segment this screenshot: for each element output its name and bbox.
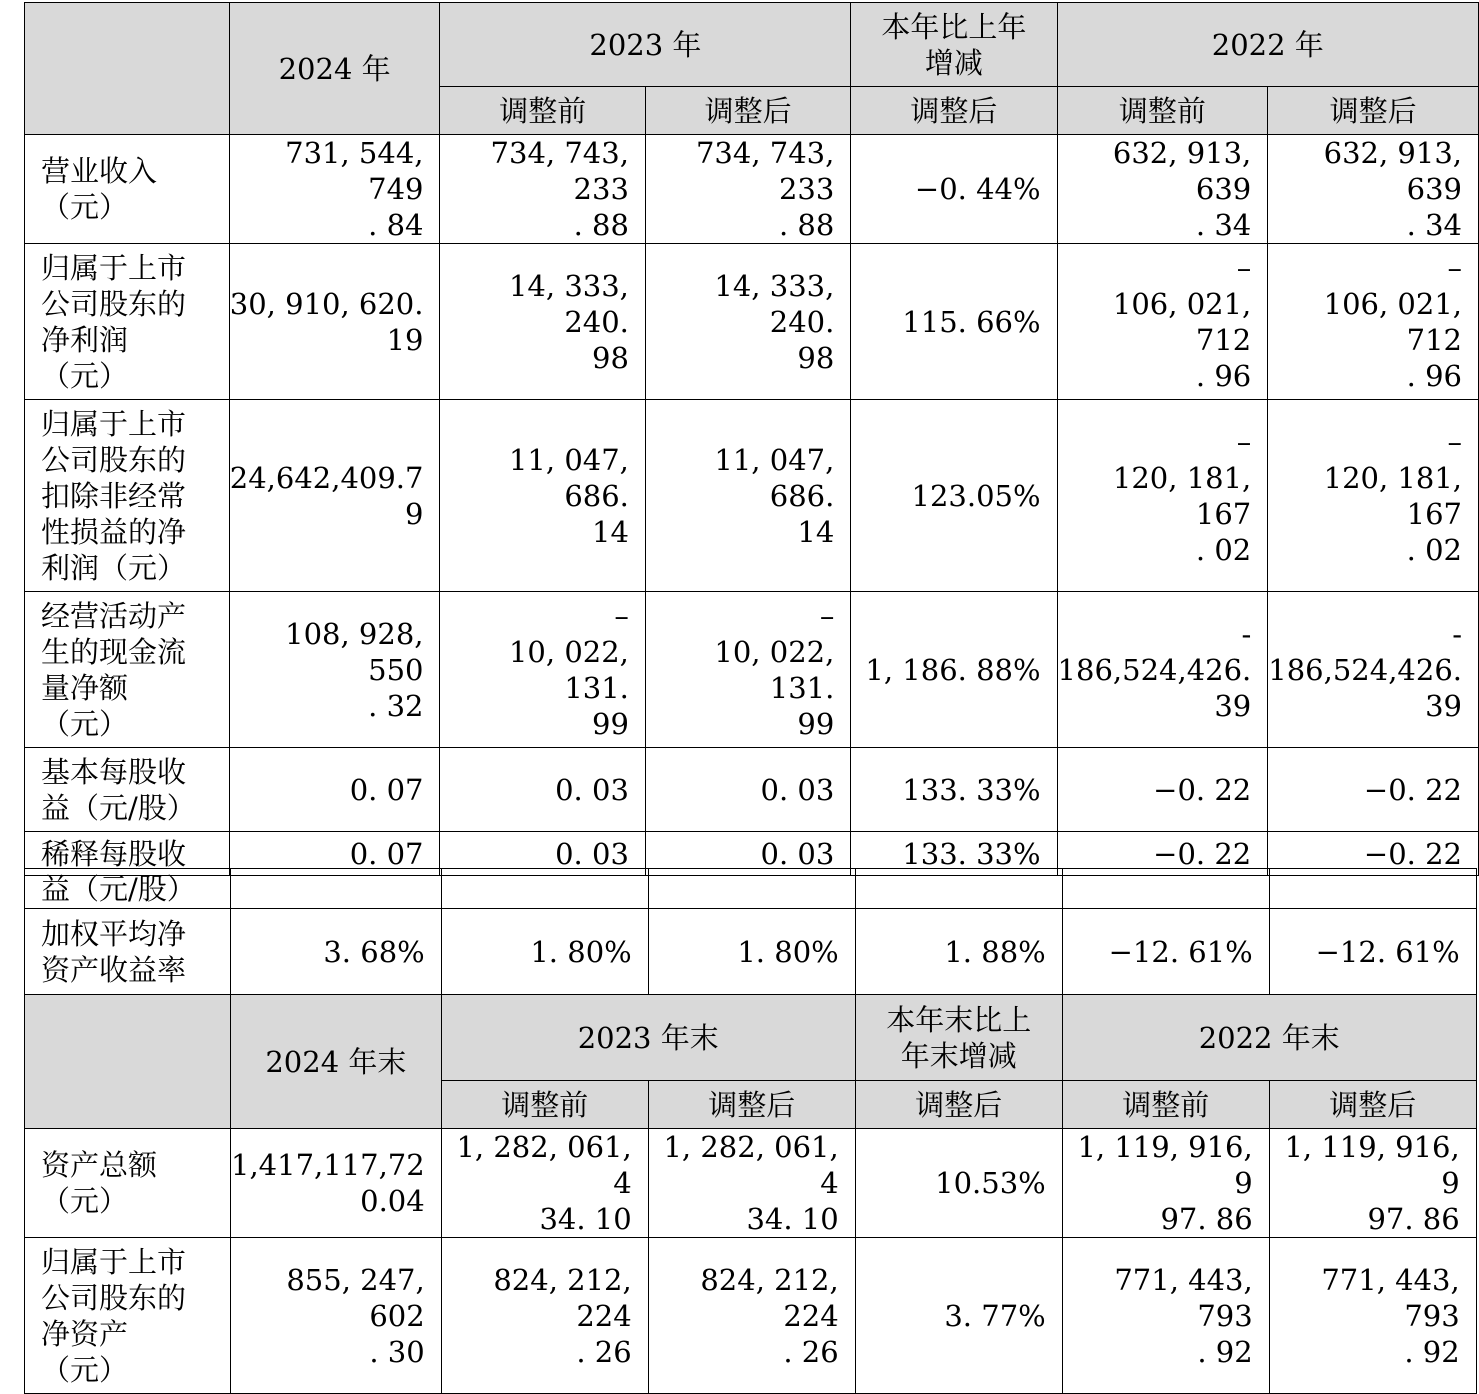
header-2022-before: 调整前 <box>1057 87 1268 135</box>
header-2022-end: 2022 年末 <box>1062 995 1476 1081</box>
header-2023-before: 调整前 <box>441 1081 648 1129</box>
cell-2022-after: −0. 22 <box>1268 748 1479 832</box>
cell-2022-before: 632, 913, 639 . 34 <box>1057 135 1268 244</box>
table-row-net-assets <box>25 1238 1477 1394</box>
cell-2024: 1,417,117,72 0.04 <box>231 1129 442 1238</box>
cell-2023-before: – 10, 022, 131. 99 <box>440 592 645 748</box>
cell-2024: 0. 07 <box>229 832 440 876</box>
header-2023-after: 调整后 <box>648 1081 855 1129</box>
header-2023-before: 调整前 <box>440 87 645 135</box>
header-2023-end: 2023 年末 <box>441 995 855 1081</box>
header-2023-after: 调整后 <box>645 87 850 135</box>
cell-change <box>855 869 1062 909</box>
cell-2024: 108, 928, 550 . 32 <box>229 592 440 748</box>
financial-table-part1 <box>24 2 1479 876</box>
cell-2022-before: −0. 22 <box>1057 832 1268 876</box>
cell-2023-after: 11, 047, 686. 14 <box>645 400 850 592</box>
row-label: 归属于上市 公司股东的 净资产 （元） <box>25 1238 231 1394</box>
cell-2023-after: 1, 282, 061, 4 34. 10 <box>648 1129 855 1238</box>
cell-2023-before: 1. 80% <box>441 909 648 995</box>
cell-2022-before: −0. 22 <box>1057 748 1268 832</box>
cell-2022-after: – 106, 021, 712 . 96 <box>1268 244 1479 400</box>
cell-2022-after: −12. 61% <box>1269 909 1476 995</box>
cell-2022-after: −0. 22 <box>1268 832 1479 876</box>
cell-2022-before: 771, 443, 793 . 92 <box>1062 1238 1269 1394</box>
cell-2023-after: 14, 333, 240. 98 <box>645 244 850 400</box>
cell-2023-before: 824, 212, 224 . 26 <box>441 1238 648 1394</box>
cell-change: 3. 77% <box>855 1238 1062 1394</box>
header-blank-cell <box>25 3 230 135</box>
header-2022: 2022 年 <box>1057 3 1478 87</box>
header-2022-after: 调整后 <box>1269 1081 1476 1129</box>
cell-change: 123.05% <box>851 400 1057 592</box>
cell-2022-before: - 186,524,426. 39 <box>1057 592 1268 748</box>
header-2024-end: 2024 年末 <box>231 995 442 1129</box>
table-row-net-profit <box>25 244 1479 400</box>
cell-2024: 855, 247, 602 . 30 <box>231 1238 442 1394</box>
cell-2023-after: 1. 80% <box>648 909 855 995</box>
cell-2022-before <box>1062 869 1269 909</box>
cell-2022-after: - 186,524,426. 39 <box>1268 592 1479 748</box>
cell-2022-before: – 120, 181, 167 . 02 <box>1057 400 1268 592</box>
cell-2023-after: 824, 212, 224 . 26 <box>648 1238 855 1394</box>
table-row-net-profit-deducted <box>25 400 1479 592</box>
header-2022-after: 调整后 <box>1268 87 1479 135</box>
cell-2022-before: – 106, 021, 712 . 96 <box>1057 244 1268 400</box>
cell-2024: 30, 910, 620. 19 <box>229 244 440 400</box>
cell-2023-before: 14, 333, 240. 98 <box>440 244 645 400</box>
cell-2022-before: 1, 119, 916, 9 97. 86 <box>1062 1129 1269 1238</box>
table-row-revenue <box>25 135 1479 244</box>
cell-change: 115. 66% <box>851 244 1057 400</box>
cell-2024: 24,642,409.7 9 <box>229 400 440 592</box>
cell-2022-after: 1, 119, 916, 9 97. 86 <box>1269 1129 1476 1238</box>
cell-2023-before: 0. 03 <box>440 748 645 832</box>
row-label: 益（元/股） <box>25 869 231 909</box>
cell-2023-before: 11, 047, 686. 14 <box>440 400 645 592</box>
cell-2024: 3. 68% <box>231 909 442 995</box>
table-row-weighted-roe <box>25 909 1477 995</box>
header-change-end: 本年末比上 年末增减 <box>855 995 1062 1081</box>
cell-2022-before: −12. 61% <box>1062 909 1269 995</box>
row-label: 资产总额 （元） <box>25 1129 231 1238</box>
cell-change: 1. 88% <box>855 909 1062 995</box>
row-label: 归属于上市 公司股东的 扣除非经常 性损益的净 利润（元） <box>25 400 230 592</box>
row-label: 加权平均净 资产收益率 <box>25 909 231 995</box>
cell-2022-after: 771, 443, 793 . 92 <box>1269 1238 1476 1394</box>
cell-2023-before <box>441 869 648 909</box>
financial-table-part2 <box>24 868 1477 1394</box>
header-change-after: 调整后 <box>855 1081 1062 1129</box>
header-change: 本年比上年 增减 <box>851 3 1057 87</box>
table-row-diluted-eps-cont <box>25 869 1477 909</box>
table-row-total-assets <box>25 1129 1477 1238</box>
row-label: 稀释每股收 <box>25 832 230 876</box>
cell-2024: 731, 544, 749 . 84 <box>229 135 440 244</box>
row-label: 归属于上市 公司股东的 净利润 （元） <box>25 244 230 400</box>
cell-2024 <box>231 869 442 909</box>
cell-2023-after: 734, 743, 233 . 88 <box>645 135 850 244</box>
cell-change: 10.53% <box>855 1129 1062 1238</box>
cell-2022-after: – 120, 181, 167 . 02 <box>1268 400 1479 592</box>
cell-change: 133. 33% <box>851 748 1057 832</box>
header-2023: 2023 年 <box>440 3 851 87</box>
cell-2024: 0. 07 <box>229 748 440 832</box>
cell-2023-after: 0. 03 <box>645 748 850 832</box>
cell-2022-after: 632, 913, 639 . 34 <box>1268 135 1479 244</box>
header-2022-before: 调整前 <box>1062 1081 1269 1129</box>
cell-change: −0. 44% <box>851 135 1057 244</box>
header-blank-cell <box>25 995 231 1129</box>
table-row-operating-cash-flow <box>25 592 1479 748</box>
row-label: 经营活动产 生的现金流 量净额 （元） <box>25 592 230 748</box>
cell-2023-before: 0. 03 <box>440 832 645 876</box>
cell-change: 133. 33% <box>851 832 1057 876</box>
cell-change: 1, 186. 88% <box>851 592 1057 748</box>
cell-2023-after: 0. 03 <box>645 832 850 876</box>
cell-2023-after <box>648 869 855 909</box>
cell-2023-before: 1, 282, 061, 4 34. 10 <box>441 1129 648 1238</box>
header-2024: 2024 年 <box>229 3 440 135</box>
cell-2023-after: – 10, 022, 131. 99 <box>645 592 850 748</box>
row-label: 营业收入 （元） <box>25 135 230 244</box>
row-label: 基本每股收 益（元/股） <box>25 748 230 832</box>
header-change-after: 调整后 <box>851 87 1057 135</box>
table-row-basic-eps <box>25 748 1479 832</box>
cell-2022-after <box>1269 869 1476 909</box>
cell-2023-before: 734, 743, 233 . 88 <box>440 135 645 244</box>
